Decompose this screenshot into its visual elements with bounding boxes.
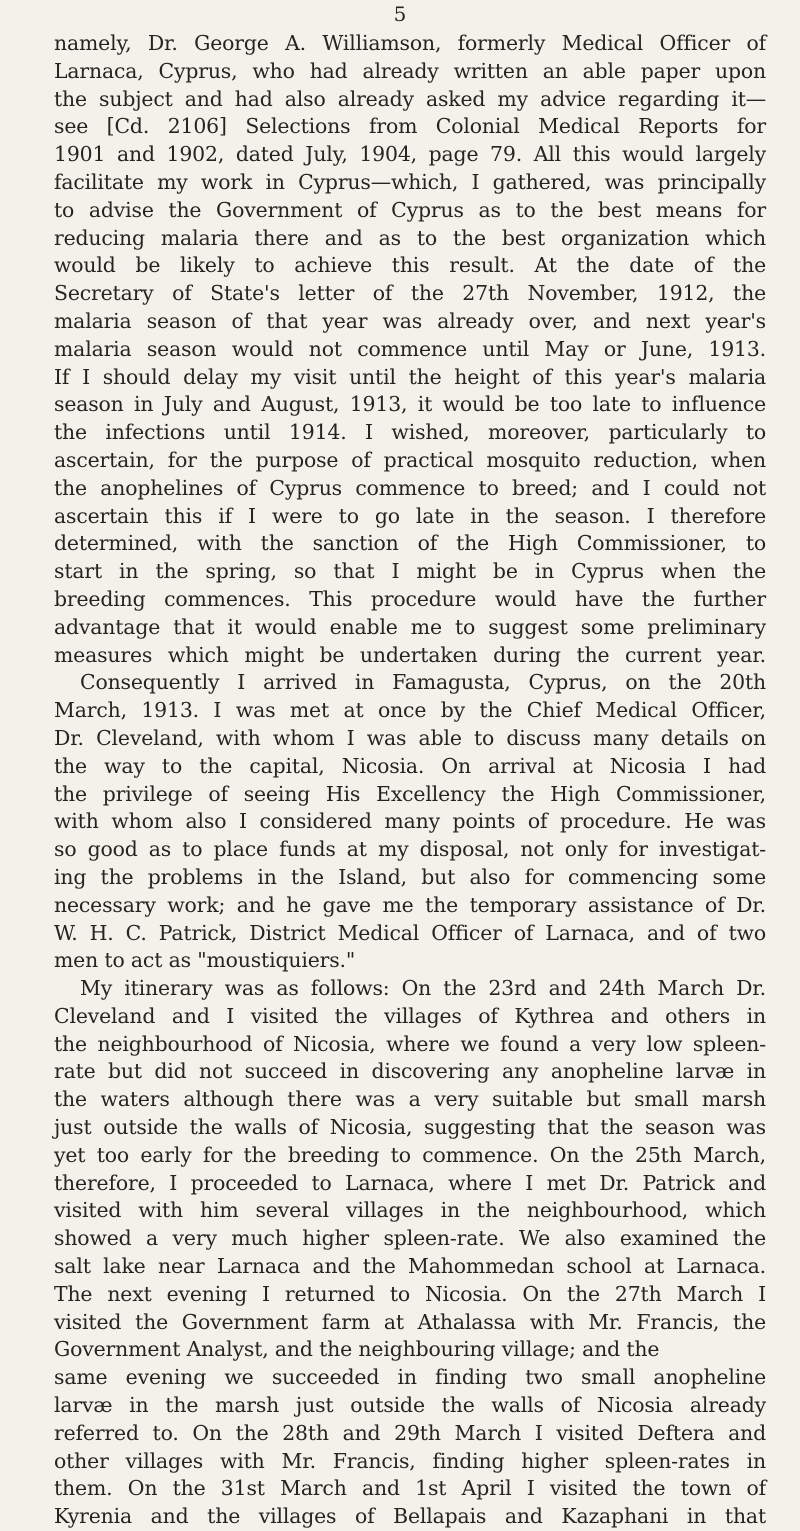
text-line: 1901 and 1902, dated July, 1904, page 79. All this would largely: [54, 142, 766, 167]
text-line: measures which might be undertaken during the current year.: [54, 642, 766, 667]
text-line: salt lake near Larnaca and the Mahommedan school at Larnaca.: [54, 1254, 766, 1279]
text-line: the way to the capital, Nicosia. On arrival at Nicosia I had: [54, 753, 766, 778]
text-line: with whom also I considered many points of procedure. He was: [54, 809, 766, 834]
text-line: malaria season of that year was already over, and next year's: [54, 308, 766, 333]
text-line: season in July and August, 1913, it would be too late to influence: [54, 392, 766, 417]
text-line: namely, Dr. George A. Williamson, formerly Medical Officer of: [54, 31, 766, 55]
paragraph-3: [54, 975, 766, 1531]
text-line: the anophelines of Cyprus commence to breed; and I could not: [54, 475, 766, 500]
paragraph-2: [54, 669, 766, 975]
text-line: ascertain, for the purpose of practical mosquito reduction, when: [54, 447, 766, 472]
text-line: Kyrenia and the villages of Bellapais and Kazaphani in that: [54, 1504, 766, 1529]
text-line: ascertain this if I were to go late in the season. I therefore: [54, 503, 766, 528]
text-line: showed a very much higher spleen-rate. We also examined the: [54, 1226, 766, 1251]
text-line: start in the spring, so that I might be in Cyprus when the: [54, 559, 766, 584]
text-line: March, 1913. I was met at once by the Chief Medical Officer,: [54, 698, 766, 723]
text-line: advantage that it would enable me to suggest some preliminary: [54, 614, 766, 639]
text-line: larvæ in the marsh just outside the walls of Nicosia already: [54, 1393, 766, 1418]
text-line: determined, with the sanction of the High Commissioner, to: [54, 531, 766, 556]
text-line: Consequently I arrived in Famagusta, Cyprus, on the 20th: [80, 670, 766, 695]
text-line: visited the Government farm at Athalassa with Mr. Francis, the: [54, 1309, 766, 1334]
text-line: necessary work; and he gave me the temporary assistance of Dr.: [54, 892, 766, 917]
text-line: breeding commences. This procedure would have the further: [54, 586, 766, 611]
paragraph-1: [54, 30, 766, 669]
text-line: ing the problems in the Island, but also for commencing some: [54, 864, 766, 889]
text-line: referred to. On the 28th and 29th March I visited Deftera and: [54, 1420, 766, 1445]
text-line: the subject and had also already asked my advice regarding it—: [54, 86, 766, 111]
body-text: [54, 30, 766, 1531]
text-line: Larnaca, Cyprus, who had already written an able paper upon: [54, 58, 766, 83]
text-line: malaria season would not commence until May or June, 1913.: [54, 336, 766, 361]
text-line: facilitate my work in Cyprus—which, I gathered, was principally: [54, 169, 766, 194]
text-line: them. On the 31st March and 1st April I visited the town of: [54, 1476, 766, 1501]
text-line: so good as to place funds at my disposal, not only for investigat-: [54, 837, 766, 862]
text-line: My itinerary was as follows: On the 23rd and 24th March Dr.: [80, 976, 766, 1001]
text-line: same evening we succeeded in finding two small anopheline: [54, 1365, 766, 1390]
text-line: Government Analyst, and the neighbouring village; and the: [54, 1337, 660, 1362]
text-line: Secretary of State's letter of the 27th November, 1912, the: [54, 281, 766, 306]
text-line: other villages with Mr. Francis, finding higher spleen-rates in: [54, 1448, 766, 1473]
text-line: the privilege of seeing His Excellency the High Commissioner,: [54, 781, 766, 806]
text-line: yet too early for the breeding to commence. On the 25th March,: [54, 1142, 766, 1167]
text-line: the neighbourhood of Nicosia, where we found a very low spleen-: [54, 1031, 766, 1056]
text-line: rate but did not succeed in discovering any anopheline larvæ in: [54, 1059, 766, 1084]
text-line: the infections until 1914. I wished, moreover, particularly to: [54, 420, 766, 445]
text-line: therefore, I proceeded to Larnaca, where I met Dr. Patrick and: [54, 1170, 766, 1195]
text-line: The next evening I returned to Nicosia. On the 27th March I: [54, 1281, 766, 1306]
text-line: Cleveland and I visited the villages of Kythrea and others in: [54, 1003, 766, 1028]
text-line: If I should delay my visit until the height of this year's malaria: [54, 364, 766, 389]
text-line: would be likely to achieve this result. At the date of the: [54, 253, 766, 278]
text-line: W. H. C. Patrick, District Medical Officer of Larnaca, and of two: [54, 920, 766, 945]
text-line: to advise the Government of Cyprus as to the best means for: [54, 197, 766, 222]
text-line: visited with him several villages in the neighbourhood, which: [54, 1198, 766, 1223]
text-line: Dr. Cleveland, with whom I was able to discuss many details on: [54, 725, 766, 750]
text-line: men to act as "moustiquiers.": [54, 948, 356, 973]
text-line: see [Cd. 2106] Selections from Colonial Medical Reports for: [54, 114, 766, 139]
page-number: 5: [393, 2, 407, 26]
text-line: just outside the walls of Nicosia, suggesting that the season was: [54, 1115, 766, 1140]
text-line: reducing malaria there and as to the best organization which: [54, 225, 766, 250]
text-line: the waters although there was a very suitable but small marsh: [54, 1087, 766, 1112]
